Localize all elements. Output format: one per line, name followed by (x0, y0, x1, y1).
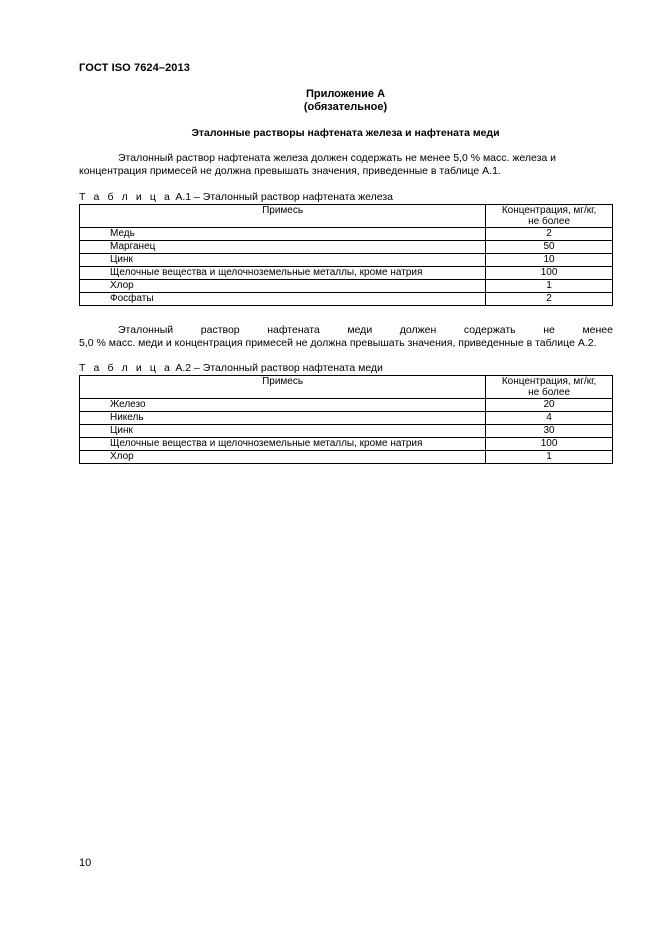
header-concentration-line2: не более (528, 387, 571, 398)
standard-designation: ГОСТ ISO 7624–2013 (79, 62, 190, 74)
row-value: 20 (486, 399, 613, 412)
appendix-title: Приложение А (305, 88, 386, 100)
row-value: 2 (486, 228, 613, 241)
header-concentration-line2: не более (528, 216, 571, 227)
table-caption-text: А.2 – Эталонный раствор нафтената меди (175, 362, 383, 374)
row-substance: Цинк (80, 254, 486, 267)
row-substance: Цинк (80, 425, 486, 438)
table-caption-prefix: Т а б л и ц а (79, 191, 173, 203)
row-value: 100 (486, 438, 613, 451)
word: содержать (463, 324, 516, 336)
table-row (80, 412, 613, 425)
row-substance: Медь (80, 228, 486, 241)
table-header-row (80, 205, 613, 228)
table-a2-caption (79, 362, 383, 374)
header-concentration-line1: Концентрация, мг/кг, (501, 205, 597, 216)
paragraph-line: Эталонный раствор нафтената железа должен содержать не менее 5,0 % масс. железа и (118, 152, 557, 164)
row-value: 4 (486, 412, 613, 425)
word: должен (399, 324, 437, 336)
word: нафтената (267, 324, 320, 336)
header-substance: Примесь (80, 205, 486, 228)
table-row (80, 293, 613, 306)
row-value: 50 (486, 241, 613, 254)
table-header-row (80, 376, 613, 399)
row-substance: Хлор (80, 280, 486, 293)
table-row (80, 438, 613, 451)
table-row (80, 399, 613, 412)
page-number: 10 (79, 857, 92, 869)
row-value: 1 (486, 280, 613, 293)
table-row (80, 280, 613, 293)
header-concentration-line1: Концентрация, мг/кг, (501, 376, 597, 387)
row-value: 10 (486, 254, 613, 267)
table-a2 (79, 375, 613, 464)
paragraph-line: 5,0 % масс. меди и концентрация примесей не должна превышать значения, приведенные в таблице А.2. (79, 337, 597, 349)
table-row (80, 267, 613, 280)
paragraph-iron-solution (79, 152, 613, 178)
row-substance: Никель (80, 412, 486, 425)
row-substance: Фосфаты (80, 293, 486, 306)
section-title: Эталонные растворы нафтената железа и нафтената меди (191, 127, 500, 139)
row-substance: Железо (80, 399, 486, 412)
appendix-status: (обязательное) (303, 101, 388, 113)
row-substance: Хлор (80, 451, 486, 464)
row-substance: Щелочные вещества и щелочноземельные металлы, кроме натрия (80, 438, 486, 451)
table-row (80, 254, 613, 267)
word: раствор (200, 324, 240, 336)
table-row (80, 451, 613, 464)
table-a1-caption (79, 191, 393, 203)
table-a1 (79, 204, 613, 306)
paragraph-justified-line (79, 324, 613, 337)
paragraph-copper-solution (79, 324, 613, 350)
word: Эталонный (118, 324, 174, 336)
paragraph-line: концентрация примесей не должна превышать значения, приведенные в таблице А.1. (79, 165, 501, 177)
table-row (80, 228, 613, 241)
row-value: 100 (486, 267, 613, 280)
table-caption-prefix: Т а б л и ц а (79, 362, 173, 374)
table-row (80, 241, 613, 254)
word: не (543, 324, 555, 336)
header-concentration (486, 376, 613, 399)
header-concentration (486, 205, 613, 228)
row-substance: Марганец (80, 241, 486, 254)
word: менее (582, 324, 613, 336)
word: меди (347, 324, 373, 336)
table-row (80, 425, 613, 438)
row-substance: Щелочные вещества и щелочноземельные металлы, кроме натрия (80, 267, 486, 280)
table-caption-text: А.1 – Эталонный раствор нафтената железа (175, 191, 393, 203)
row-value: 2 (486, 293, 613, 306)
row-value: 30 (486, 425, 613, 438)
header-substance: Примесь (80, 376, 486, 399)
row-value: 1 (486, 451, 613, 464)
